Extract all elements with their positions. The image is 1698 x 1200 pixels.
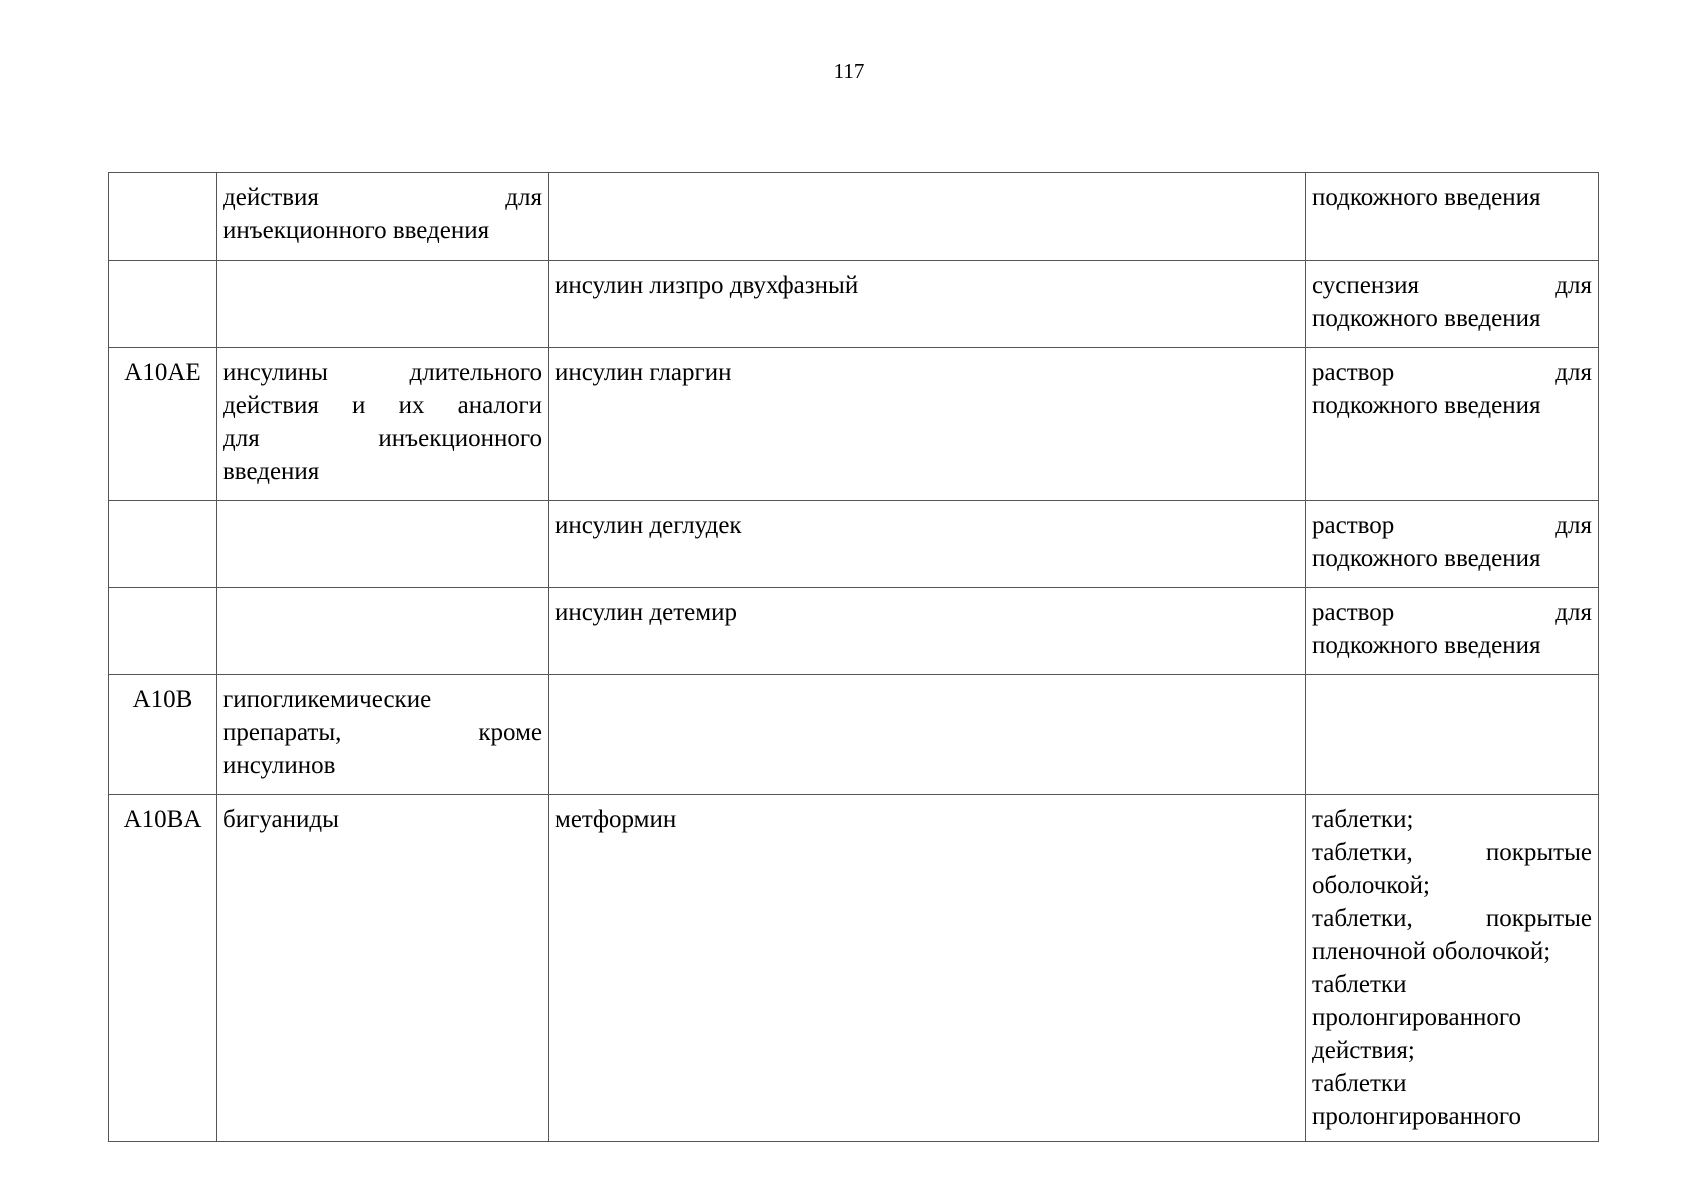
drug-name-cell: метформин bbox=[549, 795, 1306, 1142]
form-line: подкожного введения bbox=[1312, 545, 1541, 572]
table-row bbox=[109, 173, 1599, 261]
group-line: для инъекционного bbox=[223, 425, 542, 452]
drug-name-cell: инсулин детемир bbox=[549, 588, 1306, 675]
group-cell bbox=[217, 173, 549, 261]
form-line: раствор для bbox=[1312, 359, 1592, 386]
drug-name-cell: инсулин лизпро двухфазный bbox=[549, 261, 1306, 348]
group-line: действия и их аналоги bbox=[223, 392, 542, 419]
dosage-form-cell bbox=[1306, 501, 1599, 588]
atc-code-cell: A10BA bbox=[109, 795, 217, 1142]
form-line: подкожного введения bbox=[1312, 305, 1541, 332]
drug-name-cell: инсулин деглудек bbox=[549, 501, 1306, 588]
atc-code-cell bbox=[109, 588, 217, 675]
form-line: действия; bbox=[1312, 1037, 1415, 1064]
form-line: таблетки bbox=[1312, 971, 1407, 998]
atc-code-cell bbox=[109, 261, 217, 348]
table-row bbox=[109, 795, 1599, 1142]
group-line: действия для bbox=[223, 184, 542, 211]
group-cell bbox=[217, 261, 549, 348]
form-line: подкожного введения bbox=[1312, 632, 1541, 659]
group-line: инсулины длительного bbox=[223, 359, 542, 386]
dosage-form-cell bbox=[1306, 795, 1599, 1142]
table-row bbox=[109, 501, 1599, 588]
group-cell bbox=[217, 348, 549, 501]
group-line: введения bbox=[223, 458, 320, 485]
atc-code-cell bbox=[109, 173, 217, 261]
form-line: подкожного введения bbox=[1312, 392, 1541, 419]
form-line: таблетки; bbox=[1312, 806, 1414, 833]
group-line: гипогликемические bbox=[223, 686, 432, 713]
group-cell bbox=[217, 675, 549, 795]
form-line: таблетки, покрытые bbox=[1312, 839, 1592, 866]
form-line: суспензия для bbox=[1312, 272, 1592, 299]
form-line: пленочной оболочкой; bbox=[1312, 938, 1551, 965]
dosage-form-cell bbox=[1306, 675, 1599, 795]
drug-table bbox=[108, 172, 1599, 1142]
drug-name-cell: инсулин гларгин bbox=[549, 348, 1306, 501]
group-line: инъекционного введения bbox=[223, 217, 490, 244]
table-row bbox=[109, 261, 1599, 348]
group-line: бигуаниды bbox=[223, 806, 339, 833]
form-line: подкожного введения bbox=[1312, 184, 1541, 211]
dosage-form-cell bbox=[1306, 261, 1599, 348]
group-line: инсулинов bbox=[223, 752, 336, 779]
form-line: пролонгированного bbox=[1312, 1004, 1521, 1031]
group-cell bbox=[217, 795, 549, 1142]
form-line: пролонгированного bbox=[1312, 1103, 1521, 1130]
form-line: таблетки bbox=[1312, 1070, 1407, 1097]
form-line: таблетки, покрытые bbox=[1312, 905, 1592, 932]
atc-code-cell bbox=[109, 501, 217, 588]
group-cell bbox=[217, 588, 549, 675]
page-number: 117 bbox=[833, 59, 865, 83]
dosage-form-cell bbox=[1306, 173, 1599, 261]
table-row bbox=[109, 588, 1599, 675]
atc-code-cell: A10AE bbox=[109, 348, 217, 501]
dosage-form-cell bbox=[1306, 348, 1599, 501]
dosage-form-cell bbox=[1306, 588, 1599, 675]
table-row bbox=[109, 675, 1599, 795]
group-line: препараты, кроме bbox=[223, 719, 542, 746]
form-line: раствор для bbox=[1312, 512, 1592, 539]
form-line: раствор для bbox=[1312, 599, 1592, 626]
form-line: оболочкой; bbox=[1312, 872, 1430, 899]
atc-code-cell: A10B bbox=[109, 675, 217, 795]
group-cell bbox=[217, 501, 549, 588]
table-row bbox=[109, 348, 1599, 501]
drug-name-cell bbox=[549, 675, 1306, 795]
drug-name-cell bbox=[549, 173, 1306, 261]
